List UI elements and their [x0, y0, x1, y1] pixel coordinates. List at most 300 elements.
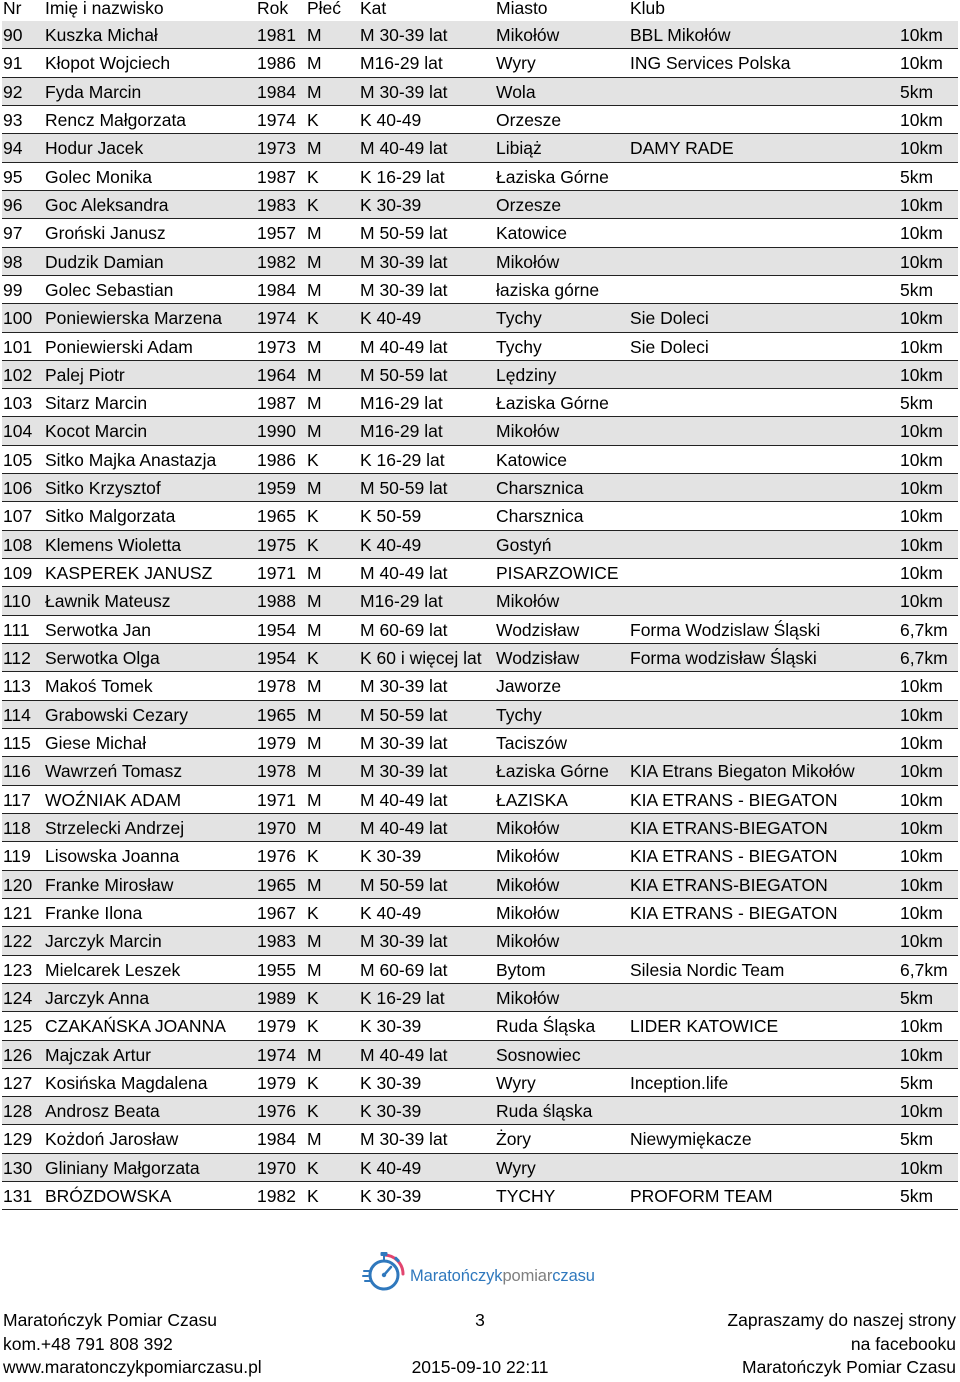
cell-nr: 107 [3, 506, 33, 527]
cell-nr: 104 [3, 421, 33, 442]
cell-city: Tychy [496, 308, 542, 329]
cell-nr: 112 [3, 648, 31, 669]
cell-dist: 10km [900, 789, 943, 810]
cell-name: Ławnik Mateusz [45, 591, 171, 612]
cell-year: 1973 [257, 336, 296, 357]
cell-sex: K [307, 1101, 319, 1122]
cell-cat: K 40-49 [360, 109, 422, 130]
cell-name: Groński Janusz [45, 223, 166, 244]
footer-company-name: Maratończyk Pomiar Czasu [3, 1310, 217, 1330]
cell-cat: M 50-59 lat [360, 223, 448, 244]
cell-dist: 10km [900, 478, 943, 499]
table-row [2, 956, 958, 984]
table-row [2, 106, 958, 134]
cell-dist: 5km [900, 166, 934, 187]
cell-year: 1982 [257, 251, 296, 272]
cell-city: Tychy [496, 336, 542, 357]
cell-name: CZAKAŃSKA JOANNA [45, 1016, 226, 1037]
cell-year: 1990 [257, 421, 296, 442]
cell-cat: M 30-39 lat [360, 25, 448, 45]
cell-sex: K [307, 506, 319, 527]
cell-name: Jarczyk Marcin [45, 931, 162, 952]
cell-cat: M16-29 lat [360, 421, 443, 442]
cell-dist: 10km [900, 138, 943, 159]
cell-nr: 116 [3, 761, 31, 782]
cell-name: WOŹNIAK ADAM [45, 789, 182, 810]
cell-dist: 10km [900, 874, 943, 895]
cell-city: Mikołów [496, 25, 560, 45]
cell-dist: 5km [900, 393, 934, 414]
cell-sex: M [307, 789, 322, 810]
cell-club: ING Services Polska [630, 53, 791, 74]
cell-name: Poniewierska Marzena [45, 308, 223, 329]
cell-club: PROFORM TEAM [630, 1186, 773, 1207]
cell-club: KIA ETRANS - BIEGATON [630, 902, 838, 923]
cell-year: 1970 [257, 817, 296, 838]
cell-dist: 10km [900, 931, 943, 952]
cell-city: Mikołów [496, 846, 560, 867]
cell-dist: 10km [900, 364, 943, 385]
cell-city: Sosnowiec [496, 1044, 581, 1065]
cell-cat: K 30-39 [360, 1072, 422, 1093]
cell-city: łaziska górne [496, 279, 600, 300]
cell-cat: K 16-29 lat [360, 166, 445, 187]
logo-text-part2: pomiar [502, 1267, 553, 1285]
cell-name: Serwotka Jan [45, 619, 152, 640]
cell-year: 1979 [257, 1072, 296, 1093]
cell-city: TYCHY [496, 1186, 556, 1207]
table-row [2, 474, 958, 502]
cell-year: 1970 [257, 1157, 296, 1178]
table-row [2, 871, 958, 899]
cell-year: 1989 [257, 987, 296, 1008]
cell-year: 1971 [257, 789, 296, 810]
cell-year: 1965 [257, 874, 296, 895]
cell-city: Lędziny [496, 364, 557, 385]
cell-year: 1974 [257, 1044, 296, 1065]
cell-nr: 100 [3, 308, 33, 329]
footer-spacer [380, 1333, 580, 1357]
column-header-year: Rok [257, 0, 289, 18]
cell-city: Mikołów [496, 817, 560, 838]
cell-club: KIA Etrans Biegaton Mikołów [630, 761, 855, 782]
cell-nr: 96 [3, 194, 23, 215]
cell-sex: M [307, 817, 322, 838]
cell-sex: K [307, 1072, 319, 1093]
cell-nr: 91 [3, 53, 23, 74]
cell-year: 1959 [257, 478, 296, 499]
cell-club: Silesia Nordic Team [630, 959, 785, 980]
cell-sex: M [307, 959, 322, 980]
cell-year: 1974 [257, 109, 296, 130]
cell-city: Wodzisław [496, 648, 580, 669]
cell-year: 1976 [257, 846, 296, 867]
cell-name: Franke Ilona [45, 902, 143, 923]
page-number: 3 [475, 1310, 485, 1330]
cell-nr: 97 [3, 223, 23, 244]
cell-dist: 10km [900, 449, 943, 470]
cell-cat: M 30-39 lat [360, 931, 448, 952]
cell-city: Mikołów [496, 421, 560, 442]
cell-nr: 113 [3, 676, 31, 697]
cell-name: Sitko Majka Anastazja [45, 449, 217, 470]
cell-nr: 129 [3, 1129, 33, 1150]
cell-cat: M 30-39 lat [360, 761, 448, 782]
cell-year: 1967 [257, 902, 296, 923]
cell-year: 1983 [257, 931, 296, 952]
footer-invite: Zapraszamy do naszej strony [727, 1310, 956, 1330]
footer-center [380, 1309, 580, 1380]
cell-sex: M [307, 563, 322, 584]
cell-name: Kłopot Wojciech [45, 53, 171, 74]
logo-text-part1: Maratończyk [410, 1267, 503, 1285]
cell-year: 1964 [257, 364, 296, 385]
cell-sex: M [307, 676, 322, 697]
table-row [2, 276, 958, 304]
cell-name: Hodur Jacek [45, 138, 144, 159]
cell-cat: K 30-39 [360, 1186, 422, 1207]
cell-dist: 10km [900, 421, 943, 442]
cell-name: Giese Michał [45, 733, 147, 753]
cell-cat: M16-29 lat [360, 591, 443, 612]
cell-dist: 5km [900, 1129, 934, 1150]
cell-cat: M 60-69 lat [360, 959, 448, 980]
cell-sex: K [307, 166, 319, 187]
cell-year: 1983 [257, 194, 296, 215]
cell-dist: 10km [900, 336, 943, 357]
cell-city: Charsznica [496, 506, 584, 527]
cell-name: Palej Piotr [45, 364, 125, 385]
cell-sex: M [307, 761, 322, 782]
cell-name: Lisowska Joanna [45, 846, 180, 867]
cell-cat: M 30-39 lat [360, 1129, 448, 1150]
cell-dist: 10km [900, 308, 943, 329]
cell-nr: 99 [3, 279, 23, 300]
cell-cat: M 40-49 lat [360, 563, 448, 584]
cell-dist: 10km [900, 534, 943, 555]
logo-text-part3: czasu [552, 1267, 595, 1285]
cell-city: Katowice [496, 449, 568, 470]
cell-year: 1984 [257, 279, 296, 300]
cell-cat: K 30-39 [360, 846, 422, 867]
footer-company-name-right: Maratończyk Pomiar Czasu [742, 1357, 956, 1377]
cell-year: 1984 [257, 81, 296, 102]
cell-dist: 6,7km [900, 648, 948, 669]
footer-facebook: na facebooku [850, 1333, 956, 1354]
cell-city: Wyry [496, 53, 536, 74]
cell-sex: K [307, 1157, 319, 1178]
cell-city: Gostyń [496, 534, 552, 555]
cell-city: PISARZOWICE [496, 563, 619, 584]
cell-name: Majczak Artur [45, 1044, 151, 1065]
table-row [2, 134, 958, 162]
table-row [2, 729, 958, 757]
cell-nr: 117 [3, 789, 31, 810]
cell-sex: M [307, 704, 322, 725]
cell-cat: M 50-59 lat [360, 704, 448, 725]
cell-club: KIA ETRANS-BIEGATON [630, 817, 828, 838]
cell-name: Wawrzeń Tomasz [45, 761, 183, 782]
cell-name: Gliniany Małgorzata [45, 1157, 200, 1178]
cell-nr: 90 [3, 25, 23, 45]
cell-name: Androsz Beata [45, 1101, 160, 1122]
cell-city: Katowice [496, 223, 568, 244]
cell-sex: M [307, 25, 322, 45]
cell-city: Żory [496, 1129, 531, 1150]
footer-right [727, 1309, 956, 1380]
cell-city: Mikołów [496, 931, 560, 952]
cell-name: Poniewierski Adam [45, 336, 193, 357]
cell-name: Golec Monika [45, 166, 152, 187]
cell-nr: 94 [3, 138, 23, 159]
cell-nr: 120 [3, 874, 33, 895]
cell-name: Kosińska Magdalena [45, 1072, 208, 1093]
column-header-nr: Nr [3, 0, 22, 18]
cell-nr: 105 [3, 449, 33, 470]
cell-sex: M [307, 733, 322, 753]
cell-sex: M [307, 478, 322, 499]
cell-sex: M [307, 931, 322, 952]
cell-sex: K [307, 987, 319, 1008]
cell-sex: K [307, 902, 319, 923]
cell-nr: 126 [3, 1044, 33, 1065]
cell-nr: 103 [3, 393, 33, 414]
cell-nr: 121 [3, 902, 33, 923]
cell-cat: M 30-39 lat [360, 81, 448, 102]
cell-dist: 10km [900, 591, 943, 612]
cell-dist: 10km [900, 1016, 943, 1037]
cell-city: Łaziska Górne [496, 166, 609, 187]
cell-city: Wyry [496, 1157, 536, 1178]
cell-sex: M [307, 336, 322, 357]
cell-year: 1965 [257, 506, 296, 527]
table-row [2, 446, 958, 474]
cell-city: Orzesze [496, 194, 562, 215]
cell-year: 1978 [257, 761, 296, 782]
cell-nr: 128 [3, 1101, 33, 1122]
cell-name: Klemens Wioletta [45, 534, 182, 555]
cell-city: Libiąż [496, 138, 542, 159]
cell-year: 1954 [257, 619, 296, 640]
table-row [2, 531, 958, 559]
cell-name: Franke Mirosław [45, 874, 174, 895]
table-row [2, 191, 958, 219]
cell-year: 1979 [257, 1016, 296, 1037]
cell-dist: 6,7km [900, 619, 948, 640]
cell-dist: 10km [900, 563, 943, 584]
cell-club: Inception.life [630, 1072, 729, 1093]
cell-sex: K [307, 534, 319, 555]
cell-nr: 101 [3, 336, 33, 357]
print-timestamp: 2015-09-10 22:11 [411, 1357, 549, 1377]
table-row [2, 672, 958, 700]
cell-nr: 108 [3, 534, 33, 555]
cell-name: Golec Sebastian [45, 279, 174, 300]
cell-city: Tychy [496, 704, 542, 725]
column-header-sex: Płeć [307, 0, 342, 18]
cell-club: DAMY RADE [630, 138, 734, 159]
cell-cat: M 40-49 lat [360, 336, 448, 357]
cell-year: 1955 [257, 959, 296, 980]
cell-year: 1965 [257, 704, 296, 725]
cell-year: 1987 [257, 166, 296, 187]
cell-dist: 10km [900, 733, 943, 753]
cell-dist: 10km [900, 1044, 943, 1065]
cell-name: Fyda Marcin [45, 81, 142, 102]
cell-club: LIDER KATOWICE [630, 1016, 779, 1037]
cell-cat: M 30-39 lat [360, 676, 448, 697]
cell-dist: 10km [900, 676, 943, 697]
cell-sex: K [307, 449, 319, 470]
cell-name: Grabowski Cezary [45, 704, 188, 725]
cell-nr: 131 [3, 1186, 33, 1207]
cell-name: Sitko Krzysztof [45, 478, 161, 499]
cell-name: Dudzik Damian [45, 251, 164, 272]
table-row [2, 219, 958, 247]
cell-name: Makoś Tomek [45, 676, 153, 697]
cell-name: Kocot Marcin [45, 421, 148, 442]
cell-city: Charsznica [496, 478, 584, 499]
cell-city: Ruda Śląska [496, 1016, 596, 1037]
cell-nr: 114 [3, 704, 31, 725]
table-row [2, 163, 958, 191]
cell-dist: 5km [900, 279, 934, 300]
cell-year: 1971 [257, 563, 296, 584]
cell-city: Mikołów [496, 251, 560, 272]
table-row [2, 559, 958, 587]
cell-club: KIA ETRANS - BIEGATON [630, 789, 838, 810]
cell-dist: 10km [900, 53, 943, 74]
cell-year: 1986 [257, 449, 296, 470]
cell-city: Mikołów [496, 591, 560, 612]
cell-nr: 110 [3, 591, 31, 612]
stopwatch-icon [362, 1246, 410, 1294]
cell-sex: K [307, 1186, 319, 1207]
cell-nr: 93 [3, 109, 23, 130]
cell-nr: 102 [3, 364, 33, 385]
cell-year: 1982 [257, 1186, 296, 1207]
cell-dist: 5km [900, 81, 934, 102]
table-row [2, 1125, 958, 1153]
cell-cat: K 60 i więcej lat [360, 648, 482, 669]
cell-cat: M 40-49 lat [360, 1044, 448, 1065]
cell-name: Kożdoń Jarosław [45, 1129, 179, 1150]
column-header-name: Imię i nazwisko [45, 0, 164, 18]
cell-year: 1976 [257, 1101, 296, 1122]
cell-year: 1984 [257, 1129, 296, 1150]
cell-sex: K [307, 194, 319, 215]
cell-nr: 98 [3, 251, 23, 272]
cell-cat: M16-29 lat [360, 393, 443, 414]
cell-nr: 125 [3, 1016, 33, 1037]
cell-year: 1988 [257, 591, 296, 612]
cell-year: 1957 [257, 223, 296, 244]
table-row [2, 304, 958, 332]
cell-city: Wodzisław [496, 619, 580, 640]
cell-club: KIA ETRANS - BIEGATON [630, 846, 838, 867]
cell-cat: K 40-49 [360, 534, 422, 555]
cell-city: Łaziska Górne [496, 761, 609, 782]
cell-sex: K [307, 1016, 319, 1037]
cell-dist: 10km [900, 902, 943, 923]
cell-city: Mikołów [496, 902, 560, 923]
cell-sex: K [307, 109, 319, 130]
cell-sex: K [307, 648, 319, 669]
cell-nr: 115 [3, 733, 31, 753]
cell-city: Łaziska Górne [496, 393, 609, 414]
cell-year: 1974 [257, 308, 296, 329]
cell-city: ŁAZISKA [496, 789, 568, 810]
cell-cat: K 40-49 [360, 308, 422, 329]
cell-dist: 10km [900, 194, 943, 215]
cell-club: Forma wodzisław Śląski [630, 648, 817, 669]
cell-name: Strzelecki Andrzej [45, 817, 185, 838]
table-row [2, 984, 958, 1012]
cell-city: Ruda śląska [496, 1101, 593, 1122]
cell-year: 1981 [257, 25, 296, 45]
table-row [2, 1154, 958, 1182]
cell-nr: 106 [3, 478, 33, 499]
cell-cat: K 50-59 [360, 506, 422, 527]
cell-sex: M [307, 874, 322, 895]
table-row [2, 361, 958, 389]
cell-dist: 10km [900, 251, 943, 272]
cell-cat: K 16-29 lat [360, 987, 445, 1008]
cell-cat: K 16-29 lat [360, 449, 445, 470]
cell-year: 1978 [257, 676, 296, 697]
cell-nr: 95 [3, 166, 23, 187]
cell-nr: 130 [3, 1157, 33, 1178]
cell-nr: 123 [3, 959, 33, 980]
table-row [2, 49, 958, 77]
cell-cat: M 40-49 lat [360, 789, 448, 810]
cell-cat: M 50-59 lat [360, 874, 448, 895]
cell-city: Jaworze [496, 676, 562, 697]
cell-year: 1973 [257, 138, 296, 159]
cell-dist: 10km [900, 506, 943, 527]
table-row [2, 1069, 958, 1097]
cell-year: 1987 [257, 393, 296, 414]
table-row [2, 1012, 958, 1040]
footer-phone: kom.+48 791 808 392 [3, 1333, 173, 1354]
cell-nr: 127 [3, 1072, 33, 1093]
table-row [2, 248, 958, 276]
cell-city: Mikołów [496, 874, 560, 895]
cell-name: Sitarz Marcin [45, 393, 148, 414]
cell-name: Mielcarek Leszek [45, 959, 181, 980]
cell-nr: 92 [3, 81, 23, 102]
cell-dist: 10km [900, 817, 943, 838]
table-row [2, 842, 958, 870]
cell-sex: M [307, 138, 322, 159]
cell-dist: 10km [900, 704, 943, 725]
cell-cat: K 30-39 [360, 194, 422, 215]
cell-city: Orzesze [496, 109, 562, 130]
cell-sex: M [307, 279, 322, 300]
table-row [2, 616, 958, 644]
table-row [2, 587, 958, 615]
cell-name: Jarczyk Anna [45, 987, 150, 1008]
table-row [2, 899, 958, 927]
table-row [2, 1041, 958, 1069]
cell-club: KIA ETRANS-BIEGATON [630, 874, 828, 895]
cell-cat: K 30-39 [360, 1101, 422, 1122]
column-header-city: Miasto [496, 0, 548, 18]
column-header-category: Kat [360, 0, 387, 18]
cell-city: Taciszów [496, 733, 567, 753]
column-header-club: Klub [630, 0, 666, 18]
table-row [2, 757, 958, 785]
